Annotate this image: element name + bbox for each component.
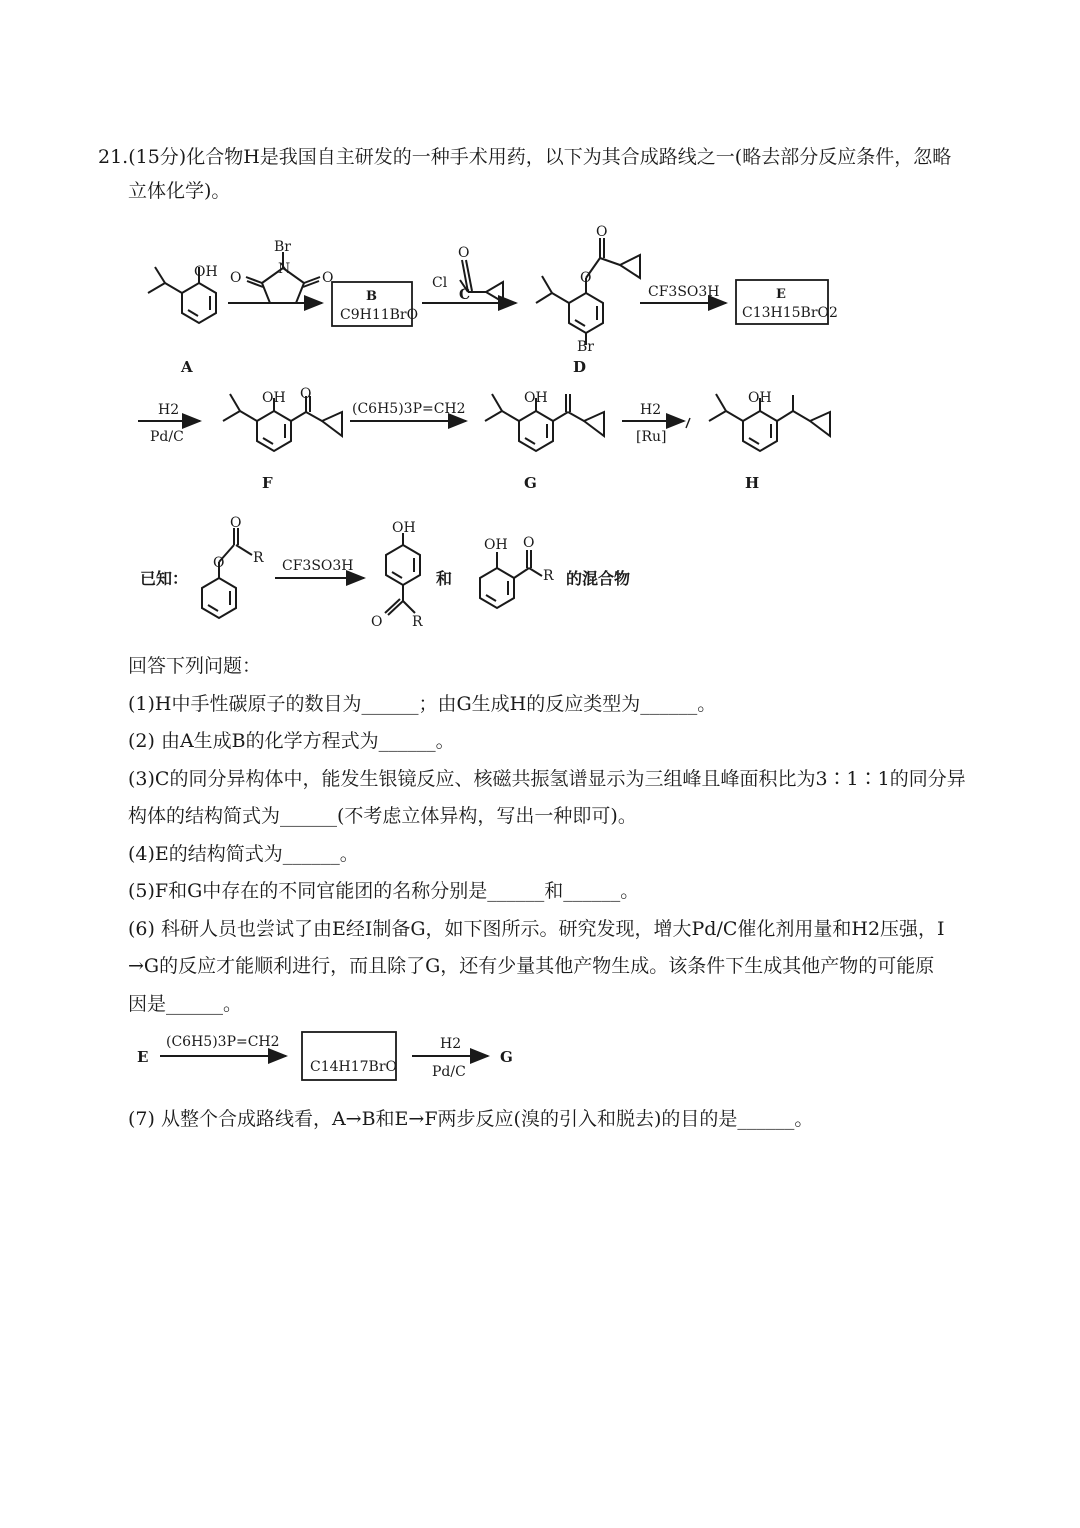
known-para-o-label: O [371,614,383,630]
known-ortho-product-structure [480,550,542,608]
d-br-label: Br [577,339,594,355]
f-o-label: O [300,386,312,402]
question-3-line1: (3)C的同分异构体中，能发生银镜反应、核磁共振氢谱显示为三组峰且峰面积比为3∶1∶1的同分异 [128,767,966,790]
c-cl-label: Cl [432,275,448,291]
question-7: (7) 从整个合成路线看，A→B和E→F两步反应(溴的引入和脱去)的目的是______。 [128,1108,814,1130]
compound-d-structure [536,238,640,345]
question-6-line2: →G的反应才能顺利进行，而且除了G，还有少量其他产物生成。该条件下生成其他产物的可能原 [128,955,935,977]
known-ortho-r-label: R [543,568,554,584]
nbs-br-label: Br [274,239,291,255]
reagent-wittig-2: (C6H5)3P=CH2 [166,1034,280,1050]
nbs-n-label: N [278,261,291,277]
question-2: (2) 由A生成B的化学方程式为______。 [128,730,455,752]
known-para-r-label: R [412,614,423,630]
label-g: G [524,474,537,492]
formula-e: C13H15BrO2 [742,305,838,321]
question-score: (15分) [128,146,187,168]
known-ortho-oh-label: OH [484,537,508,553]
label-a: A [181,358,193,376]
reagent-h2-3: H2 [440,1036,462,1052]
question-4: (4)E的结构简式为______。 [128,842,359,865]
formula-i: C14H17BrO [310,1059,398,1075]
known-mixture-label: 的混合物 [566,569,631,588]
label-e: E [776,287,786,302]
mini-label-g: G [500,1048,513,1066]
label-h: H [745,474,760,492]
d-o-ester-label: O [580,270,592,286]
nbs-structure [246,252,320,303]
known-ortho-o-label: O [523,535,535,551]
label-d: D [573,358,587,376]
question-6-line3: 因是______。 [128,992,243,1015]
formula-b: C9H11BrO [340,307,419,323]
c-o-label: O [458,245,470,261]
question-stem-line2: 立体化学)。 [128,180,231,202]
known-ester-o-label: O [213,555,225,571]
reagent-h2-2: H2 [640,402,662,418]
known-and-label: 和 [436,569,453,588]
known-para-oh-label: OH [392,520,416,536]
reagent-pdc-1: Pd/C [150,429,184,445]
question-stem-line1: 化合物H是我国自主研发的一种手术用药，以下为其合成路线之一(略去部分反应条件，忽略 [186,146,952,168]
reagent-ru: [Ru] [636,429,667,445]
nbs-o-right-label: O [322,270,334,286]
h-oh-label: OH [748,390,772,406]
mini-label-e: E [137,1048,149,1066]
label-f: F [262,474,273,492]
label-b: B [366,289,377,304]
known-para-product-structure [385,533,420,615]
question-3-line2: 构体的结构简式为______(不考虑立体异构，写出一种即可)。 [128,805,637,827]
answer-section [128,648,1008,1139]
question-5: (5)F和G中存在的不同官能团的名称分别是______和______。 [128,880,640,902]
reagent-h2-1: H2 [158,402,180,418]
question-1: (1)H中手性碳原子的数目为______；由G生成H的反应类型为______。 [128,692,717,715]
nbs-o-left-label: O [230,270,242,286]
question-number: 21. [98,146,129,168]
known-ester-structure [202,528,252,618]
f-oh-label: OH [262,390,286,406]
g-oh-label: OH [524,390,548,406]
known-label: 已知： [140,569,189,588]
label-c: C [459,287,471,303]
reagent-pdc-2: Pd/C [432,1064,466,1080]
known-ester-o2-label: O [230,515,242,531]
answer-intro: 回答下列问题： [128,655,262,677]
known-reagent-cf3so3h: CF3SO3H [282,558,354,574]
a-oh-label: OH [194,264,218,280]
reagent-cf3so3h: CF3SO3H [648,284,720,300]
known-ester-r-label: R [253,550,264,566]
reagent-wittig-1: (C6H5)3P=CH2 [352,401,466,417]
question-6-line1: (6) 科研人员也尝试了由E经I制备G，如下图所示。研究发现，增大Pd/C催化剂用量和H2压强，I [128,917,945,940]
d-o-carbonyl-label: O [596,224,608,240]
